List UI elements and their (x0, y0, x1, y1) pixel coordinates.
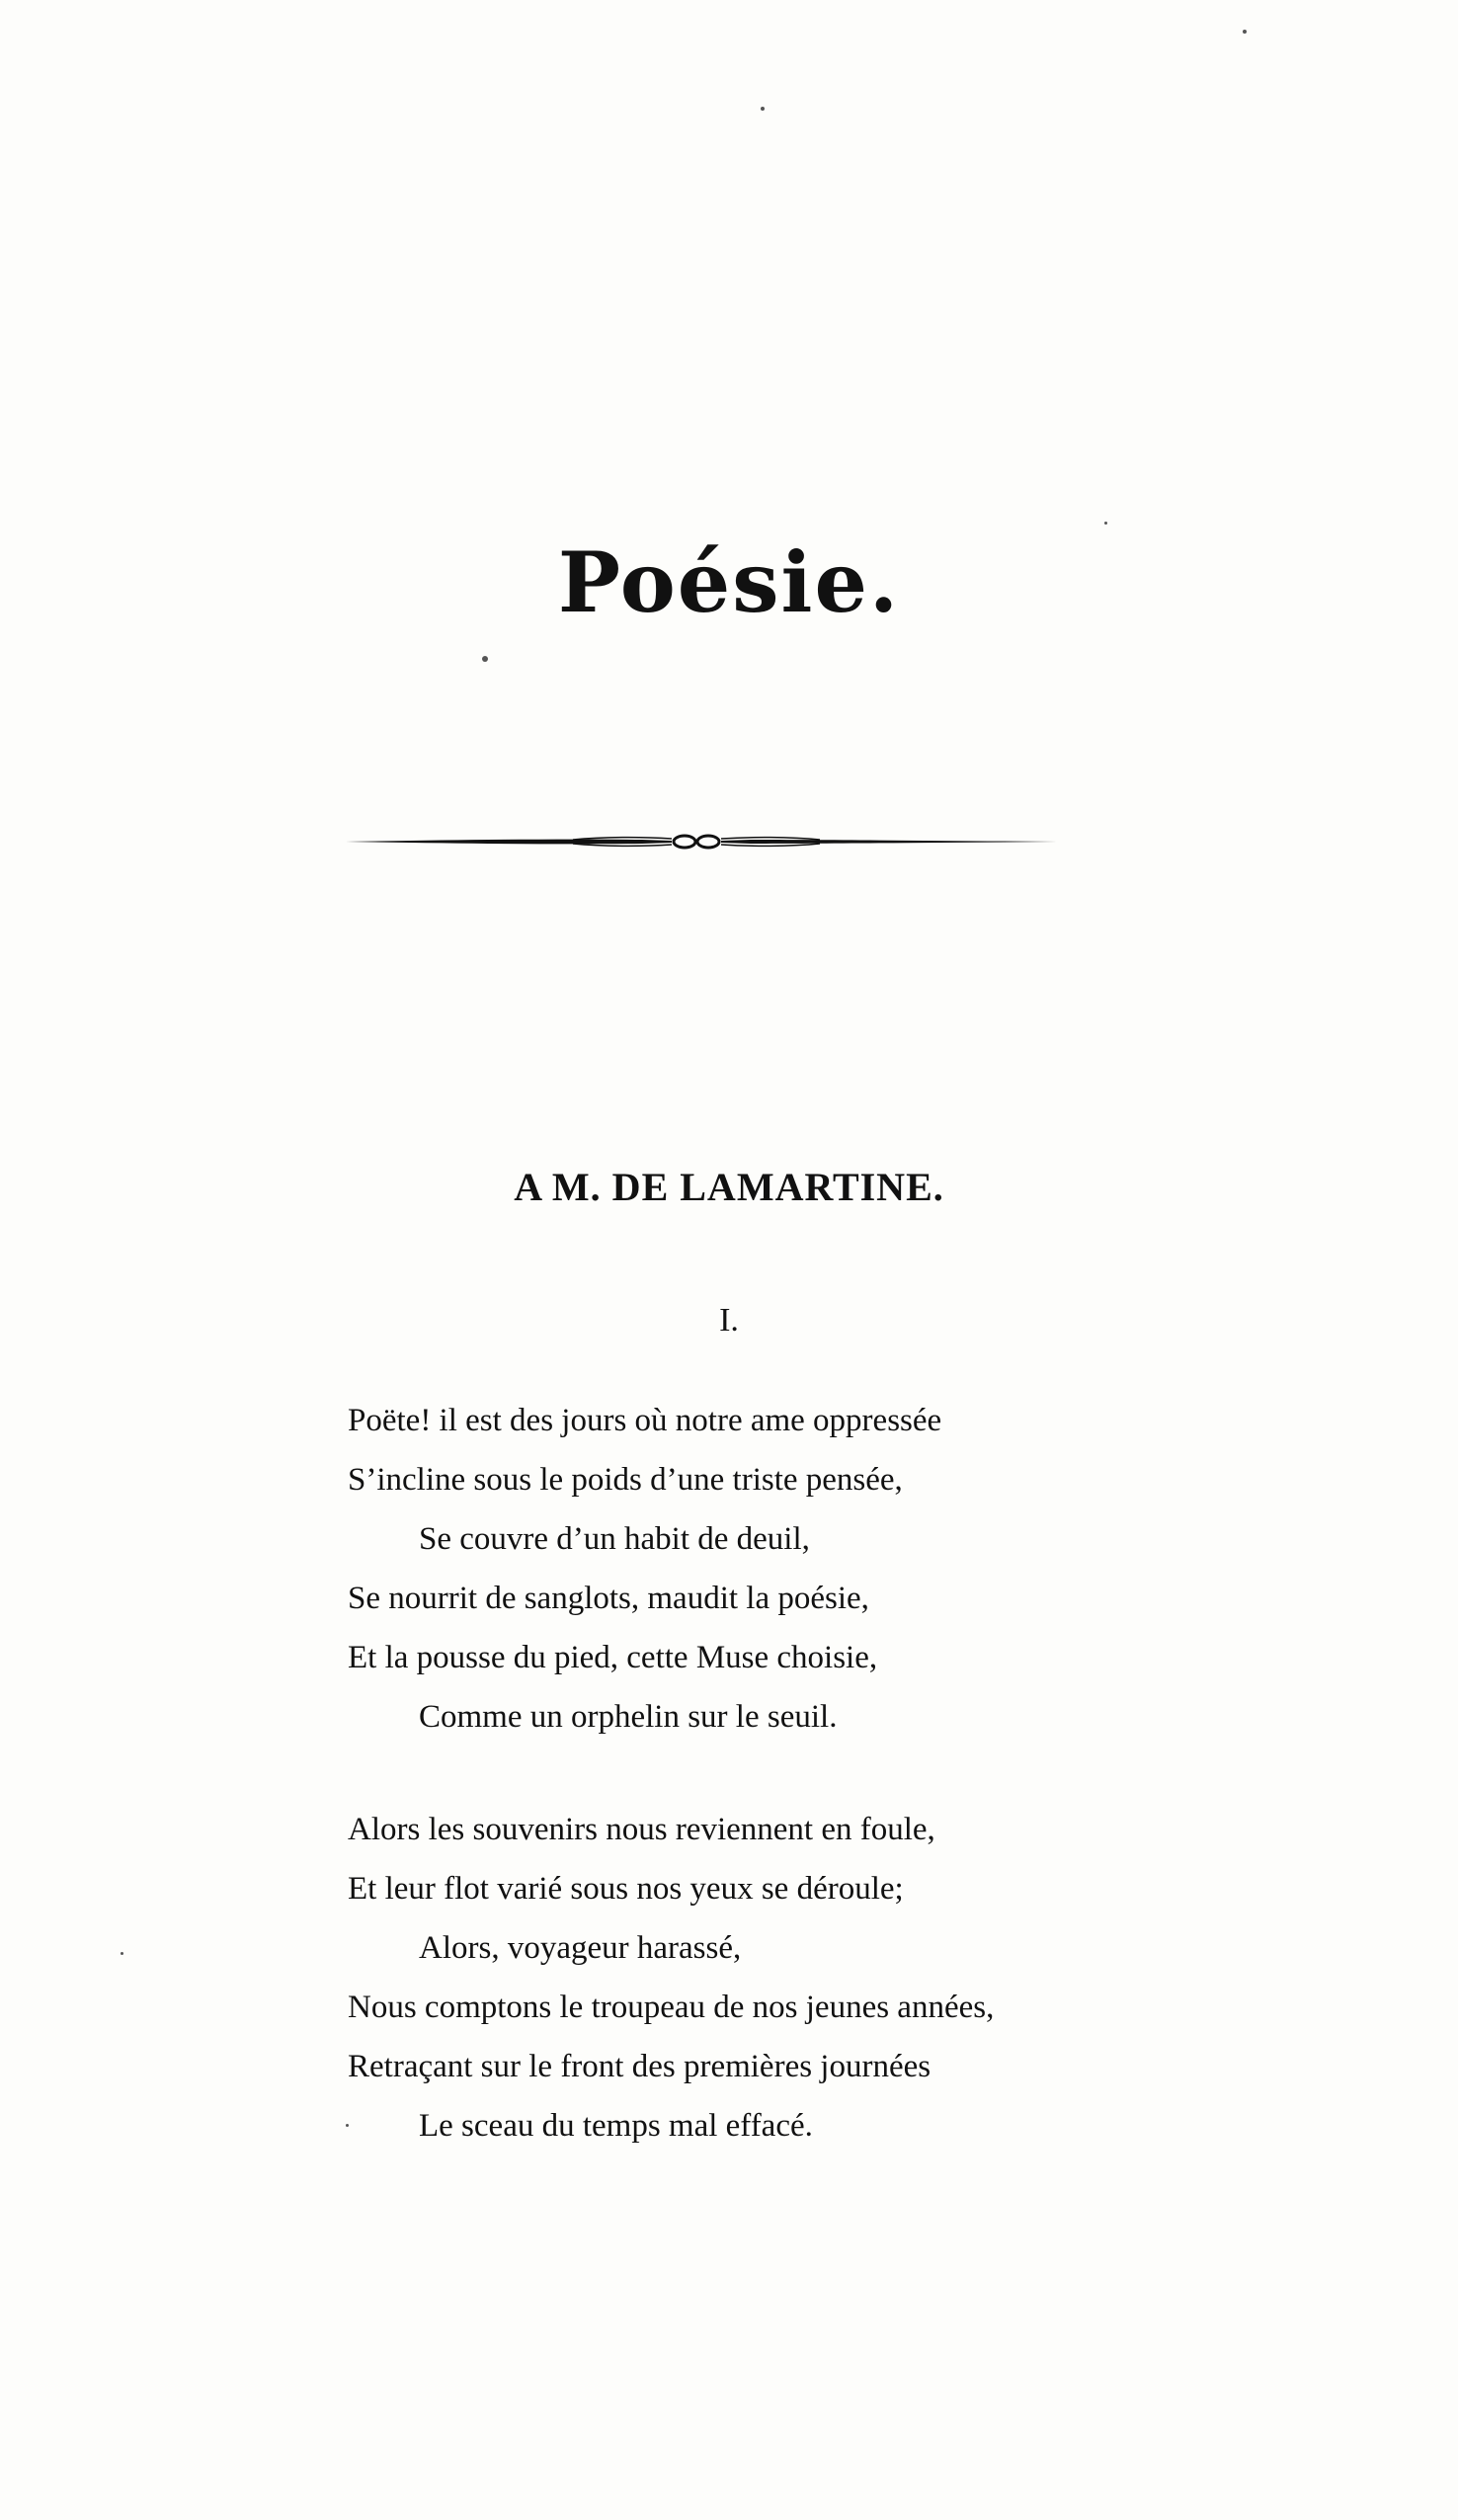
verse-line: Alors, voyageur harassé, (419, 1930, 742, 1966)
print-speck (1104, 522, 1107, 525)
verse-line: Le sceau du temps mal effacé. (419, 2108, 813, 2144)
verse-line: Se nourrit de sanglots, maudit la poésie, (348, 1581, 869, 1616)
stanza-number: I. (719, 1302, 739, 1339)
verse-line: Alors les souvenirs nous reviennent en foule, (348, 1812, 935, 1847)
verse-line: Et la pousse du pied, cette Muse choisie, (348, 1640, 878, 1675)
verse-line: Retraçant sur le front des premières journées (348, 2049, 932, 2084)
print-speck (121, 1952, 123, 1955)
print-speck (1243, 30, 1247, 34)
verse-line: Comme un orphelin sur le seuil. (419, 1699, 838, 1735)
print-speck (346, 2124, 349, 2127)
section-title: Poésie. (557, 533, 901, 631)
print-speck (761, 107, 765, 111)
print-speck (482, 656, 488, 662)
verse-line: Poëte! il est des jours où notre ame oppressée (348, 1403, 942, 1438)
verse-line: Et leur flot varié sous nos yeux se déroule; (348, 1871, 904, 1907)
verse-line: Se couvre d’un habit de deuil, (419, 1521, 810, 1557)
verse-line: S’incline sous le poids d’une triste pensée, (348, 1462, 903, 1498)
verse-line: Nous comptons le troupeau de nos jeunes années, (348, 1990, 995, 2025)
stanza (348, 1800, 1098, 2155)
divider-ornament (346, 830, 1057, 854)
poem-title: A M. DE LAMARTINE. (514, 1165, 944, 1209)
stanza (348, 1391, 1098, 1747)
